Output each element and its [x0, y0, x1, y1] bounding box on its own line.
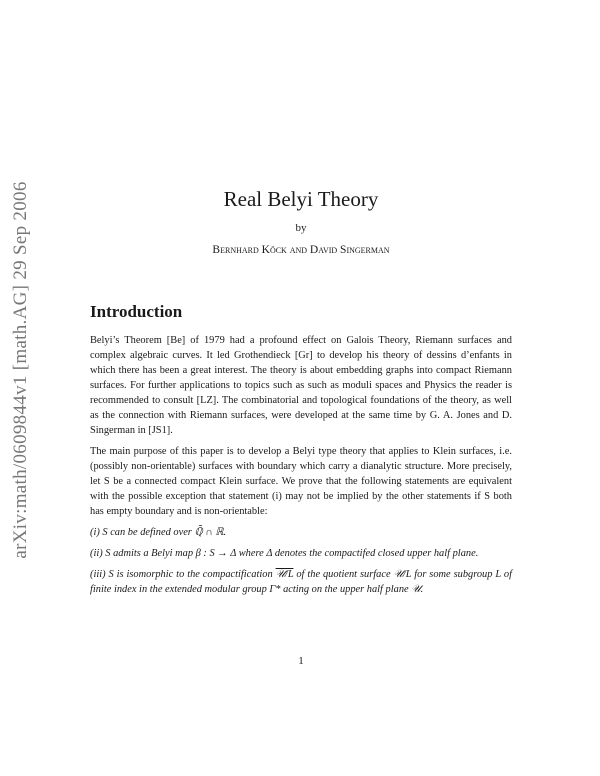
statement-iii-compactification: 𝒰/L: [275, 569, 294, 580]
by-line: by: [295, 222, 307, 234]
statement-i: (i) S can be defined over ℚ̄ ∩ ℝ.: [90, 527, 227, 538]
section-heading-introduction: Introduction: [90, 302, 183, 321]
arxiv-identifier-text: arXiv:math/0609844v1 [math.AG] 29 Sep 2006: [10, 181, 31, 559]
paper-title: Real Belyi Theory: [223, 187, 379, 211]
paragraph-1: Belyi’s Theorem [Be] of 1979 had a profound effect on Galois Theory, Riemann surfaces and complex algebraic curves. It led Grothendieck [Gr] to develop his theory of dessins d’enfants in which there has been a great interest. The theory is about embedding graphs into compact Riemann surfaces. For further applications to topics such as such as moduli spaces and Physics the reader is recommended to consult [LZ]. The combinatorial and topological foundations of the theory, as well as the connection with Riemann surfaces, were developed at the same time by G. A. Jones and D. Singerman in [JS1].: [90, 335, 512, 436]
statement-iii: [90, 567, 512, 597]
statement-iii-suffix: of the quotient surface 𝒰/L for some subgroup L of finite index in the extended modular group Γ* acting on the upper half plane 𝒰.: [90, 569, 512, 595]
page-number: 1: [298, 655, 304, 667]
arxiv-identifier-stamp: [6, 160, 36, 580]
introduction-body: [90, 333, 512, 603]
author-list: Bernhard Köck and David Singerman: [212, 244, 390, 256]
statement-ii: (ii) S admits a Belyi map β : S → Δ where Δ denotes the compactifed closed upper half plane.: [90, 548, 479, 559]
paragraph-2: The main purpose of this paper is to develop a Belyi type theory that applies to Klein surfaces, i.e. (possibly non-orientable) surfaces with boundary which carry a dianalytic structure. More precisely, let S be a connected compact Klein surface. We prove that the following statements are equivalent with the possible exception that statement (i) may not be implied by the other statements if S both has empty boundary and is non-orientable:: [90, 446, 512, 517]
statement-iii-prefix: (iii) S is isomorphic to the compactification: [90, 569, 276, 580]
